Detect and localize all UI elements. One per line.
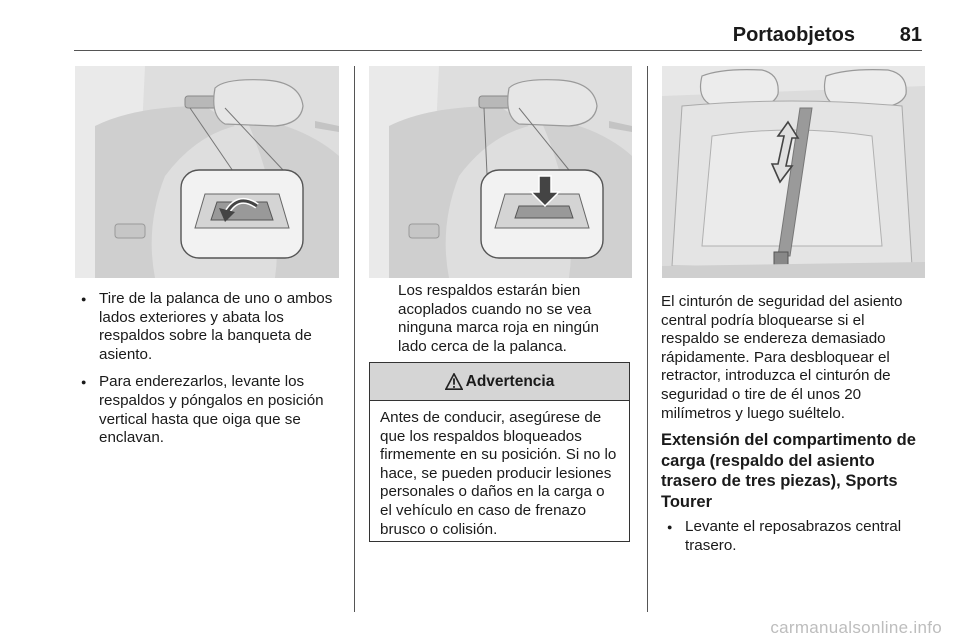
warning-triangle-icon [445, 373, 463, 391]
column-2-paragraph: Los respaldos estarán bien acoplados cuando no se vea ninguna marca roja en ningún lado cerca de la palanca. [398, 282, 599, 355]
page-number: 81 [899, 24, 922, 46]
column-3-paragraph: El cinturón de seguridad del asiento central podría bloquearse si el respaldo se endereza demasiado rápidamente. Para desbloquear el retractor, introduzca el cinturón de seguridad o tire de él unos 20 milímetros y luego suéltelo. [661, 293, 903, 422]
column-divider-2 [647, 66, 648, 612]
watermark: carmanualsonline.info [770, 618, 942, 637]
list-item: ● Para enderezarlos, levante los respaldos y póngalos en posición vertical hasta que oiga que se enclavan. [75, 373, 343, 447]
header-divider [74, 50, 922, 51]
section-heading: Extensión del compartimento de carga (respaldo del asiento trasero de tres piezas), Sports Tourer [661, 431, 916, 511]
page-header [0, 0, 960, 52]
warning-title: Advertencia [465, 372, 555, 390]
figure-seat-lever-press [369, 66, 632, 278]
figure-rear-seat-belt [662, 66, 925, 278]
instruction-list [75, 290, 343, 448]
warning-text: Antes de conducir, asegúrese de que los respaldos bloqueados firmemente en su posición. Si no lo hace, se pueden producir lesiones personales o daños en la carga o el vehículo en caso de frenazo brusco o colisión. [380, 409, 617, 538]
section-title: Portaobjetos [732, 24, 855, 46]
list-item: ● Levante el reposabrazos central trasero. [661, 518, 925, 555]
figure-seat-lever-pull [75, 66, 339, 278]
warning-header [370, 363, 629, 401]
column-divider-1 [354, 66, 355, 612]
warning-box [369, 362, 630, 542]
list-item: ● Tire de la palanca de uno o ambos lados exteriores y abata los respaldos sobre la banqueta de asiento. [75, 290, 343, 364]
instruction-list [661, 518, 925, 555]
column-1-text [75, 290, 343, 457]
column-3-list [661, 518, 925, 564]
